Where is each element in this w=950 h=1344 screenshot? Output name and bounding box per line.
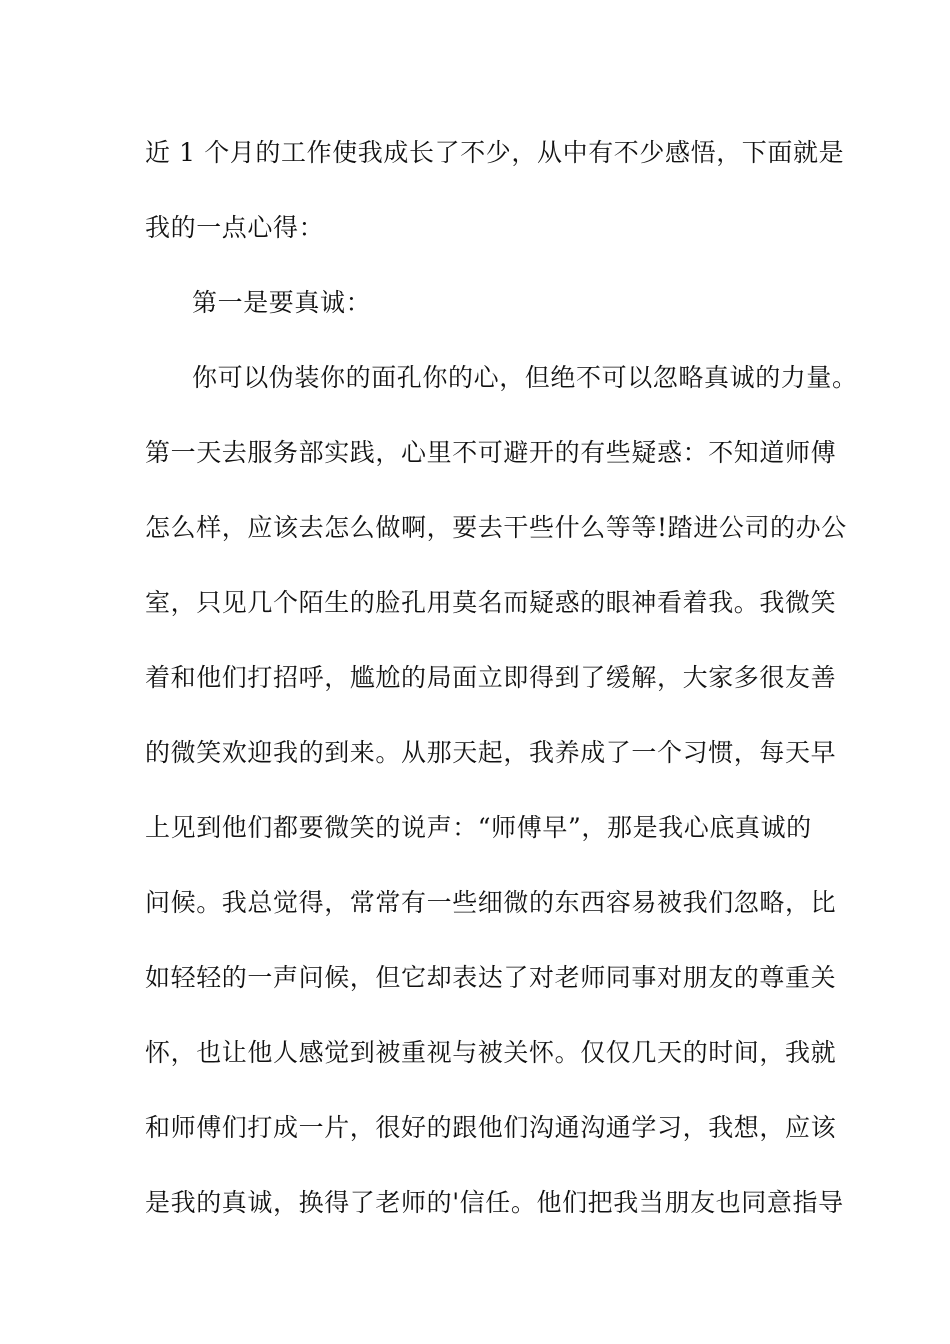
text-line: 上见到他们都要微笑的说声：“师傅早”，那是我心底真诚的	[145, 813, 812, 842]
text-line: 和师傅们打成一片，很好的跟他们沟通沟通学习，我想，应该	[145, 1113, 837, 1142]
text-line: 的微笑欢迎我的到来。从那天起，我养成了一个习惯，每天早	[145, 738, 837, 767]
text-line: 怎么样，应该去怎么做啊，要去干些什么等等!踏进公司的办公	[145, 513, 847, 542]
text-line: 近 1 个月的工作使我成长了不少，从中有不少感悟，下面就是	[145, 138, 845, 167]
text-line: 着和他们打招呼，尴尬的局面立即得到了缓解，大家多很友善	[145, 663, 837, 692]
section-heading: 第一是要真诚：	[192, 288, 372, 317]
text-line: 室，只见几个陌生的脸孔用莫名而疑惑的眼神看着我。我微笑	[145, 588, 837, 617]
document-body	[145, 128, 858, 1253]
text-line: 第一天去服务部实践，心里不可避开的有些疑惑：不知道师傅	[145, 438, 837, 467]
paragraph-first-line: 你可以伪装你的面孔你的心，但绝不可以忽略真诚的力量。	[192, 363, 858, 392]
text-line: 我的一点心得：	[145, 213, 325, 242]
text-line: 是我的真诚，换得了老师的'信任。他们把我当朋友也同意指导	[145, 1188, 844, 1217]
text-line: 怀，也让他人感觉到被重视与被关怀。仅仅几天的时间，我就	[145, 1038, 837, 1067]
text-line: 问候。我总觉得，常常有一些细微的东西容易被我们忽略，比	[145, 888, 837, 917]
text-line: 如轻轻的一声问候，但它却表达了对老师同事对朋友的尊重关	[145, 963, 837, 992]
